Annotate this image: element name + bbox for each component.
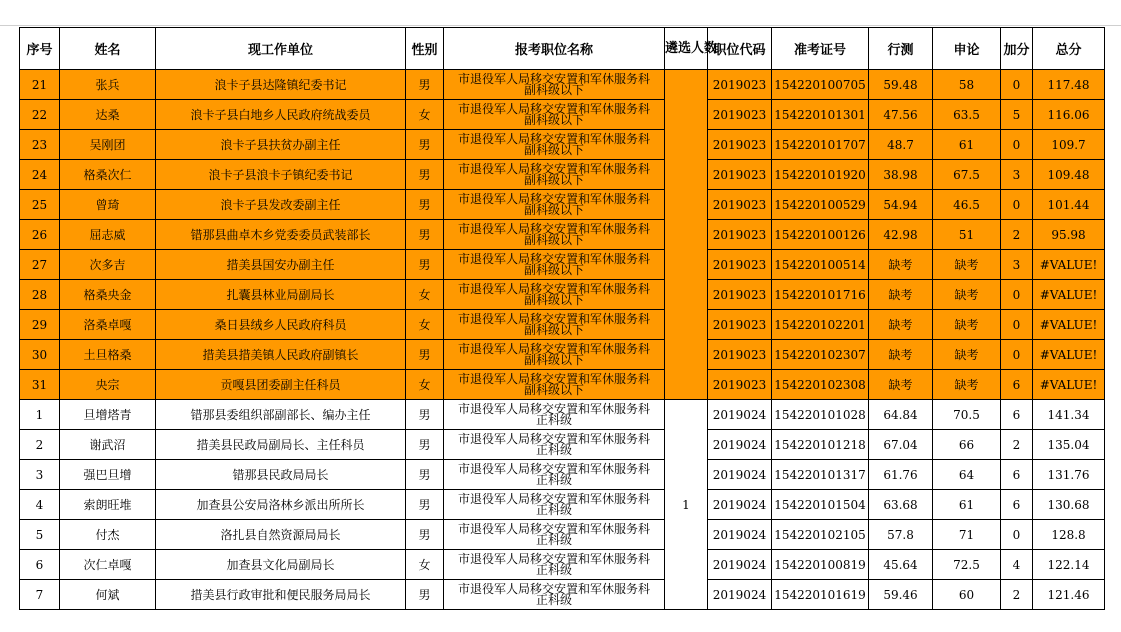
cell-position <box>444 160 665 190</box>
cell-position <box>444 400 665 430</box>
cell-name: 洛桑卓嘎 <box>60 310 156 340</box>
cell-name: 何斌 <box>60 580 156 610</box>
cell-total: #VALUE! <box>1033 340 1105 370</box>
cell-ticket: 154220102307 <box>772 340 869 370</box>
cell-name: 央宗 <box>60 370 156 400</box>
cell-position <box>444 340 665 370</box>
cell-total: 95.98 <box>1033 220 1105 250</box>
header-shenlun: 申论 <box>933 28 1001 70</box>
cell-gender: 男 <box>406 220 444 250</box>
cell-seq: 26 <box>20 220 60 250</box>
position-line: 市退役军人局移交安置和军休服务科 <box>457 491 650 506</box>
cell-name: 付杰 <box>60 520 156 550</box>
cell-code: 2019023 <box>708 340 772 370</box>
position-line: 市退役军人局移交安置和军休服务科 <box>457 521 650 536</box>
cell-xingce: 缺考 <box>869 310 933 340</box>
table-row <box>20 430 1105 460</box>
cell-gender: 女 <box>406 550 444 580</box>
table-row <box>20 70 1105 100</box>
cell-code: 2019023 <box>708 130 772 160</box>
header-code: 职位代码 <box>708 28 772 70</box>
cell-bonus: 2 <box>1001 220 1033 250</box>
position-line: 正科级 <box>535 532 572 547</box>
cell-shenlun: 61 <box>933 130 1001 160</box>
cell-shenlun: 70.5 <box>933 400 1001 430</box>
cell-shenlun: 缺考 <box>933 340 1001 370</box>
position-line: 市退役军人局移交安置和军休服务科 <box>457 281 650 296</box>
cell-gender: 男 <box>406 490 444 520</box>
cell-xingce: 38.98 <box>869 160 933 190</box>
cell-bonus: 4 <box>1001 550 1033 580</box>
cell-unit: 错那县曲卓木乡党委委员武装部长 <box>156 220 406 250</box>
cell-ticket: 154220101707 <box>772 130 869 160</box>
cell-total: 122.14 <box>1033 550 1105 580</box>
cell-shenlun: 61 <box>933 490 1001 520</box>
position-line: 市退役军人局移交安置和军休服务科 <box>457 401 650 416</box>
cell-bonus: 0 <box>1001 340 1033 370</box>
cell-unit: 浪卡子县发改委副主任 <box>156 190 406 220</box>
position-line: 市退役军人局移交安置和军休服务科 <box>457 101 650 116</box>
cell-code: 2019023 <box>708 220 772 250</box>
cell-shenlun: 71 <box>933 520 1001 550</box>
cell-bonus: 0 <box>1001 190 1033 220</box>
position-line: 市退役军人局移交安置和军休服务科 <box>457 191 650 206</box>
table-row <box>20 280 1105 310</box>
cell-total: 130.68 <box>1033 490 1105 520</box>
position-line: 市退役军人局移交安置和军休服务科 <box>457 581 650 596</box>
header-row <box>20 28 1105 70</box>
cell-code: 2019024 <box>708 460 772 490</box>
cell-unit: 贡嘎县团委副主任科员 <box>156 370 406 400</box>
cell-name: 谢武沼 <box>60 430 156 460</box>
cell-name: 次多吉 <box>60 250 156 280</box>
cell-ticket: 154220101301 <box>772 100 869 130</box>
position-line: 副科级以下 <box>523 172 584 187</box>
header-ticket: 准考证号 <box>772 28 869 70</box>
cell-code: 2019023 <box>708 370 772 400</box>
position-line: 市退役军人局移交安置和军休服务科 <box>457 551 650 566</box>
cell-code: 2019024 <box>708 550 772 580</box>
table-row <box>20 160 1105 190</box>
cell-ticket: 154220100819 <box>772 550 869 580</box>
table-row <box>20 250 1105 280</box>
position-line: 副科级以下 <box>523 262 584 277</box>
cell-seq: 2 <box>20 430 60 460</box>
cell-bonus: 6 <box>1001 400 1033 430</box>
cell-code: 2019024 <box>708 580 772 610</box>
cell-xingce: 缺考 <box>869 280 933 310</box>
cell-code: 2019024 <box>708 400 772 430</box>
cell-bonus: 2 <box>1001 580 1033 610</box>
cell-unit: 措美县国安办副主任 <box>156 250 406 280</box>
cell-total: 135.04 <box>1033 430 1105 460</box>
cell-shenlun: 缺考 <box>933 280 1001 310</box>
cell-seq: 1 <box>20 400 60 430</box>
cell-name: 索朗旺堆 <box>60 490 156 520</box>
cell-seq: 27 <box>20 250 60 280</box>
cell-position <box>444 100 665 130</box>
cell-total: #VALUE! <box>1033 370 1105 400</box>
cell-shenlun: 46.5 <box>933 190 1001 220</box>
position-line: 市退役军人局移交安置和军休服务科 <box>457 161 650 176</box>
cell-xingce: 42.98 <box>869 220 933 250</box>
cell-xingce: 67.04 <box>869 430 933 460</box>
cell-gender: 男 <box>406 430 444 460</box>
cell-gender: 女 <box>406 280 444 310</box>
position-line: 市退役军人局移交安置和军休服务科 <box>457 71 650 86</box>
cell-ticket: 154220102201 <box>772 310 869 340</box>
cell-code: 2019024 <box>708 520 772 550</box>
cell-gender: 男 <box>406 520 444 550</box>
cell-gender: 男 <box>406 580 444 610</box>
cell-bonus: 3 <box>1001 250 1033 280</box>
cell-position <box>444 550 665 580</box>
cell-total: 116.06 <box>1033 100 1105 130</box>
cell-code: 2019023 <box>708 310 772 340</box>
cell-position <box>444 70 665 100</box>
cell-position <box>444 130 665 160</box>
cell-gender: 男 <box>406 400 444 430</box>
cell-xingce: 59.46 <box>869 580 933 610</box>
cell-shenlun: 72.5 <box>933 550 1001 580</box>
cell-gender: 男 <box>406 460 444 490</box>
header-total: 总分 <box>1033 28 1105 70</box>
cell-ticket: 154220101716 <box>772 280 869 310</box>
cell-shenlun: 64 <box>933 460 1001 490</box>
header-quota: 遴选人数 <box>665 28 708 70</box>
table-row <box>20 220 1105 250</box>
table-row <box>20 490 1105 520</box>
cell-position <box>444 220 665 250</box>
cell-seq: 25 <box>20 190 60 220</box>
cell-ticket: 154220101317 <box>772 460 869 490</box>
cell-unit: 措美县措美镇人民政府副镇长 <box>156 340 406 370</box>
position-line: 市退役军人局移交安置和军休服务科 <box>457 251 650 266</box>
cell-total: 101.44 <box>1033 190 1105 220</box>
position-line: 正科级 <box>535 562 572 577</box>
cell-seq: 28 <box>20 280 60 310</box>
cell-code: 2019024 <box>708 430 772 460</box>
position-line: 市退役军人局移交安置和军休服务科 <box>457 131 650 146</box>
cell-seq: 23 <box>20 130 60 160</box>
header-bonus: 加分 <box>1001 28 1033 70</box>
cell-unit: 加查县文化局副局长 <box>156 550 406 580</box>
position-line: 副科级以下 <box>523 202 584 217</box>
cell-seq: 30 <box>20 340 60 370</box>
cell-gender: 女 <box>406 310 444 340</box>
position-line: 市退役军人局移交安置和军休服务科 <box>457 431 650 446</box>
cell-unit: 浪卡子县白地乡人民政府统战委员 <box>156 100 406 130</box>
position-line: 正科级 <box>535 502 572 517</box>
cell-ticket: 154220101504 <box>772 490 869 520</box>
cell-xingce: 48.7 <box>869 130 933 160</box>
cell-shenlun: 58 <box>933 70 1001 100</box>
cell-unit: 浪卡子县浪卡子镇纪委书记 <box>156 160 406 190</box>
cell-seq: 31 <box>20 370 60 400</box>
header-gender: 性别 <box>406 28 444 70</box>
cell-position <box>444 490 665 520</box>
cell-ticket: 154220101920 <box>772 160 869 190</box>
cell-ticket: 154220101028 <box>772 400 869 430</box>
cell-gender: 男 <box>406 130 444 160</box>
cell-xingce: 45.64 <box>869 550 933 580</box>
cell-name: 吴刚团 <box>60 130 156 160</box>
cell-total: 128.8 <box>1033 520 1105 550</box>
table-row <box>20 580 1105 610</box>
cell-shenlun: 缺考 <box>933 310 1001 340</box>
header-seq: 序号 <box>20 28 60 70</box>
position-line: 副科级以下 <box>523 82 584 97</box>
cell-seq: 7 <box>20 580 60 610</box>
cell-total: 117.48 <box>1033 70 1105 100</box>
position-line: 副科级以下 <box>523 382 584 397</box>
cell-gender: 男 <box>406 70 444 100</box>
cell-seq: 4 <box>20 490 60 520</box>
cell-position <box>444 460 665 490</box>
cell-total: 121.46 <box>1033 580 1105 610</box>
cell-xingce: 47.56 <box>869 100 933 130</box>
cell-unit: 浪卡子县扶贫办副主任 <box>156 130 406 160</box>
cell-unit: 加查县公安局洛林乡派出所所长 <box>156 490 406 520</box>
header-position: 报考职位名称 <box>444 28 665 70</box>
cell-bonus: 3 <box>1001 160 1033 190</box>
table-row <box>20 340 1105 370</box>
cell-xingce: 缺考 <box>869 340 933 370</box>
table-row <box>20 370 1105 400</box>
cell-shenlun: 51 <box>933 220 1001 250</box>
cell-unit: 措美县民政局副局长、主任科员 <box>156 430 406 460</box>
cell-name: 屈志威 <box>60 220 156 250</box>
position-line: 市退役军人局移交安置和军休服务科 <box>457 311 650 326</box>
cell-ticket: 154220100529 <box>772 190 869 220</box>
position-line: 市退役军人局移交安置和军休服务科 <box>457 461 650 476</box>
cell-xingce: 63.68 <box>869 490 933 520</box>
cell-seq: 21 <box>20 70 60 100</box>
position-line: 正科级 <box>535 592 572 607</box>
cell-bonus: 0 <box>1001 130 1033 160</box>
cell-position <box>444 430 665 460</box>
cell-xingce: 64.84 <box>869 400 933 430</box>
cell-unit: 错那县民政局局长 <box>156 460 406 490</box>
cell-seq: 3 <box>20 460 60 490</box>
cell-position <box>444 310 665 340</box>
cell-name: 次仁卓嘎 <box>60 550 156 580</box>
cell-bonus: 5 <box>1001 100 1033 130</box>
cell-bonus: 6 <box>1001 370 1033 400</box>
cell-name: 格桑次仁 <box>60 160 156 190</box>
cell-unit: 扎囊县林业局副局长 <box>156 280 406 310</box>
cell-code: 2019023 <box>708 190 772 220</box>
position-line: 副科级以下 <box>523 142 584 157</box>
cell-bonus: 0 <box>1001 520 1033 550</box>
cell-unit: 浪卡子县达隆镇纪委书记 <box>156 70 406 100</box>
table-row <box>20 550 1105 580</box>
cell-code: 2019023 <box>708 250 772 280</box>
sheet-top-border <box>0 25 1121 26</box>
table-row <box>20 130 1105 160</box>
position-line: 市退役军人局移交安置和军休服务科 <box>457 371 650 386</box>
cell-xingce: 61.76 <box>869 460 933 490</box>
cell-gender: 女 <box>406 100 444 130</box>
cell-xingce: 缺考 <box>869 250 933 280</box>
cell-position <box>444 520 665 550</box>
position-line: 副科级以下 <box>523 292 584 307</box>
cell-bonus: 6 <box>1001 460 1033 490</box>
cell-unit: 措美县行政审批和便民服务局局长 <box>156 580 406 610</box>
position-line: 正科级 <box>535 412 572 427</box>
table-row <box>20 460 1105 490</box>
cell-unit: 洛扎县自然资源局局长 <box>156 520 406 550</box>
cell-xingce: 54.94 <box>869 190 933 220</box>
cell-gender: 男 <box>406 160 444 190</box>
cell-seq: 22 <box>20 100 60 130</box>
cell-total: 109.7 <box>1033 130 1105 160</box>
cell-total: #VALUE! <box>1033 280 1105 310</box>
cell-gender: 男 <box>406 340 444 370</box>
position-line: 市退役军人局移交安置和军休服务科 <box>457 221 650 236</box>
cell-ticket: 154220101619 <box>772 580 869 610</box>
cell-xingce: 57.8 <box>869 520 933 550</box>
cell-total: 131.76 <box>1033 460 1105 490</box>
cell-unit: 错那县委组织部副部长、编办主任 <box>156 400 406 430</box>
cell-bonus: 6 <box>1001 490 1033 520</box>
cell-name: 张兵 <box>60 70 156 100</box>
cell-shenlun: 60 <box>933 580 1001 610</box>
cell-shenlun: 缺考 <box>933 250 1001 280</box>
cell-name: 强巴旦增 <box>60 460 156 490</box>
cell-ticket: 154220101218 <box>772 430 869 460</box>
cell-name: 达桑 <box>60 100 156 130</box>
cell-shenlun: 66 <box>933 430 1001 460</box>
cell-position <box>444 370 665 400</box>
cell-bonus: 2 <box>1001 430 1033 460</box>
cell-code: 2019023 <box>708 100 772 130</box>
position-line: 副科级以下 <box>523 232 584 247</box>
table-row <box>20 190 1105 220</box>
cell-bonus: 0 <box>1001 310 1033 340</box>
cell-xingce: 缺考 <box>869 370 933 400</box>
table-body <box>20 70 1105 610</box>
cell-shenlun: 63.5 <box>933 100 1001 130</box>
cell-gender: 男 <box>406 190 444 220</box>
cell-shenlun: 67.5 <box>933 160 1001 190</box>
table-row <box>20 310 1105 340</box>
cell-ticket: 154220102105 <box>772 520 869 550</box>
cell-position <box>444 250 665 280</box>
cell-seq: 5 <box>20 520 60 550</box>
cell-name: 土旦格桑 <box>60 340 156 370</box>
cell-code: 2019023 <box>708 280 772 310</box>
cell-code: 2019023 <box>708 160 772 190</box>
cell-unit: 桑日县绒乡人民政府科员 <box>156 310 406 340</box>
cell-total: 109.48 <box>1033 160 1105 190</box>
position-line: 市退役军人局移交安置和军休服务科 <box>457 341 650 356</box>
header-name: 姓名 <box>60 28 156 70</box>
header-xingce: 行测 <box>869 28 933 70</box>
position-line: 副科级以下 <box>523 352 584 367</box>
cell-ticket: 154220102308 <box>772 370 869 400</box>
cell-ticket: 154220100514 <box>772 250 869 280</box>
cell-gender: 男 <box>406 250 444 280</box>
table-row <box>20 400 1105 430</box>
cell-position <box>444 580 665 610</box>
cell-name: 旦增塔青 <box>60 400 156 430</box>
cell-position <box>444 190 665 220</box>
cell-seq: 6 <box>20 550 60 580</box>
position-line: 正科级 <box>535 472 572 487</box>
cell-total: #VALUE! <box>1033 250 1105 280</box>
cell-position <box>444 280 665 310</box>
cell-shenlun: 缺考 <box>933 370 1001 400</box>
score-table <box>19 27 1105 610</box>
position-line: 正科级 <box>535 442 572 457</box>
cell-bonus: 0 <box>1001 280 1033 310</box>
cell-ticket: 154220100126 <box>772 220 869 250</box>
header-unit: 现工作单位 <box>156 28 406 70</box>
cell-quota <box>665 70 708 400</box>
cell-seq: 29 <box>20 310 60 340</box>
position-line: 副科级以下 <box>523 112 584 127</box>
cell-code: 2019023 <box>708 70 772 100</box>
cell-ticket: 154220100705 <box>772 70 869 100</box>
cell-bonus: 0 <box>1001 70 1033 100</box>
cell-total: #VALUE! <box>1033 310 1105 340</box>
table-row <box>20 520 1105 550</box>
cell-name: 曾琦 <box>60 190 156 220</box>
cell-name: 格桑央金 <box>60 280 156 310</box>
cell-total: 141.34 <box>1033 400 1105 430</box>
cell-seq: 24 <box>20 160 60 190</box>
cell-gender: 女 <box>406 370 444 400</box>
cell-code: 2019024 <box>708 490 772 520</box>
cell-xingce: 59.48 <box>869 70 933 100</box>
position-line: 副科级以下 <box>523 322 584 337</box>
cell-quota: 1 <box>665 400 708 610</box>
table-row <box>20 100 1105 130</box>
